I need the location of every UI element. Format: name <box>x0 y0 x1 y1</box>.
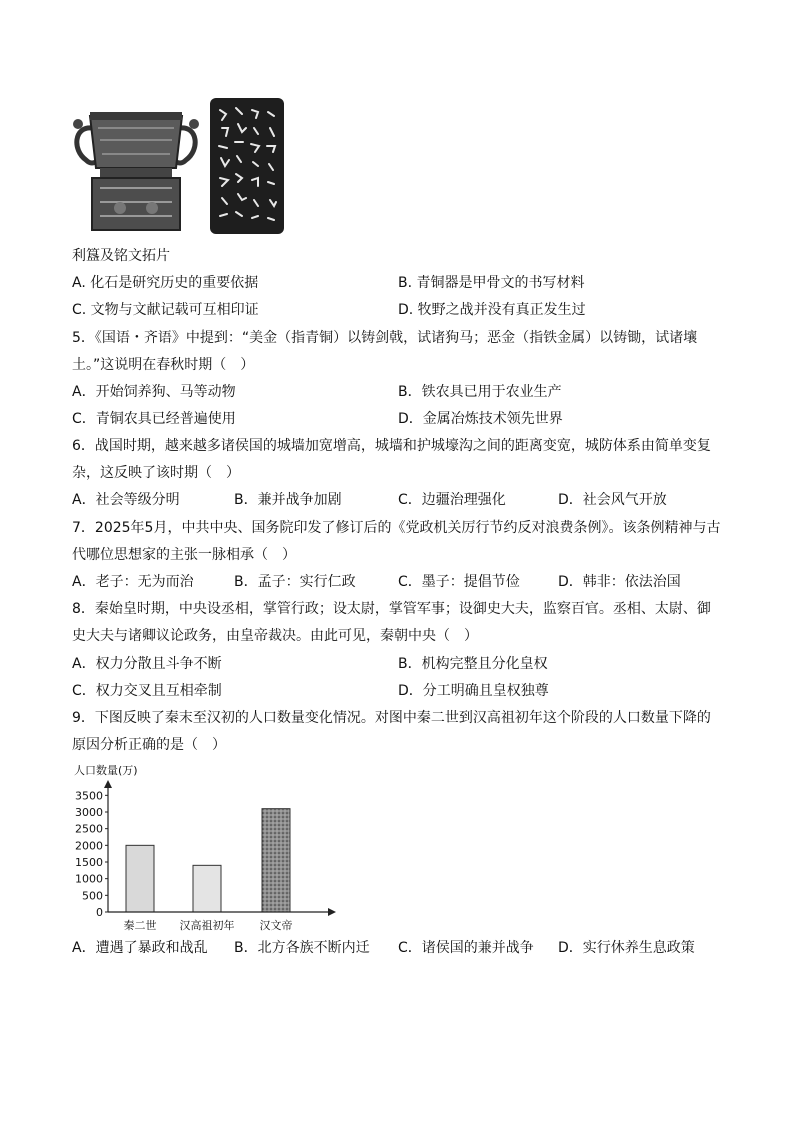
q5-option-a: A．开始饲养狗、马等动物 <box>72 384 236 400</box>
q4-option-a: A. 化石是研究历史的重要依据 <box>72 275 259 291</box>
chart-y-axis-arrow <box>104 780 112 788</box>
li-gui-vessel-image <box>70 98 202 234</box>
q6-option-d: D．社会风气开放 <box>558 492 667 508</box>
q9-stem-line2: 原因分析正确的是（ ） <box>72 737 226 753</box>
q5-option-d: D．金属冶炼技术领先世界 <box>398 411 563 427</box>
y-tick-label: 3000 <box>75 806 103 819</box>
q4-option-c: C. 文物与文献记载可互相印证 <box>72 302 259 318</box>
q5-stem-line1: 5．《国语・齐语》中提到：“美金（指青铜）以铸剑戟，试诸狗马；恶金（指铁金属）以铸锄，试诸壤 <box>72 330 698 346</box>
population-bar-chart <box>66 760 336 934</box>
population-chart-svg <box>66 760 336 934</box>
chart-y-axis-label: 人口数量(万) <box>74 764 138 777</box>
q8-option-a: A．权力分散且斗争不断 <box>72 656 222 672</box>
y-tick-label: 1000 <box>75 872 103 886</box>
q5-option-b: B．铁农具已用于农业生产 <box>398 384 562 400</box>
figure-caption: 利簋及铭文拓片 <box>72 248 170 264</box>
q8-stem-line1: 8．秦始皇时期，中央设丞相，掌管行政；设太尉，掌管军事；设御史大夫，监察百官。丞相、太尉、御 <box>72 601 711 617</box>
q6-option-b: B．兼并战争加剧 <box>234 492 342 508</box>
q8-option-b: B．机构完整且分化皇权 <box>398 656 548 672</box>
q4-option-d: D. 牧野之战并没有真正发生过 <box>398 302 586 318</box>
q7-option-b: B．孟子：实行仁政 <box>234 574 356 590</box>
q6-stem-line2: 杂，这反映了该时期（ ） <box>72 465 240 481</box>
bar-1 <box>126 845 154 912</box>
q9-option-b: B．北方各族不断内迁 <box>234 940 370 956</box>
y-tick-label: 500 <box>82 889 103 903</box>
q4-option-b: B. 青铜器是甲骨文的书写材料 <box>398 275 585 291</box>
y-tick-label: 3500 <box>75 789 103 803</box>
q5-option-c: C．青铜农具已经普遍使用 <box>72 411 236 427</box>
y-tick-label: 2500 <box>75 822 103 836</box>
q6-option-c: C．边疆治理强化 <box>398 492 506 508</box>
y-tick-label: 0 <box>96 906 103 919</box>
q7-option-a: A．老子：无为而治 <box>72 574 194 590</box>
bar-3 <box>262 809 290 912</box>
x-category-label: 汉高祖初年 <box>179 919 235 932</box>
q6-option-a: A．社会等级分明 <box>72 492 180 508</box>
q6-stem-line1: 6．战国时期，越来越多诸侯国的城墙加宽增高，城墙和护城壕沟之间的距离变宽，城防体系由简单变复 <box>72 438 711 454</box>
q9-option-c: C．诸侯国的兼并战争 <box>398 940 534 956</box>
q7-stem-line1: 7．2025年5月，中共中央、国务院印发了修订后的《党政机关厉行节约反对浪费条例》。该条例精神与古 <box>72 520 721 536</box>
q7-stem-line2: 代哪位思想家的主张一脉相承（ ） <box>72 547 296 563</box>
y-tick-label: 2000 <box>75 839 103 853</box>
q9-option-d: D．实行休养生息政策 <box>558 940 695 956</box>
q7-option-d: D．韩非：依法治国 <box>558 574 681 590</box>
q8-option-c: C．权力交叉且互相牵制 <box>72 683 222 699</box>
x-category-label: 汉文帝 <box>259 919 293 932</box>
q8-stem-line2: 史大夫与诸卿议论政务，由皇帝裁决。由此可见，秦朝中央（ ） <box>72 628 478 644</box>
q9-option-a: A．遭遇了暴政和战乱 <box>72 940 208 956</box>
q9-stem-line1: 9．下图反映了秦末至汉初的人口数量变化情况。对图中秦二世到汉高祖初年这个阶段的人口数量下降的 <box>72 710 711 726</box>
q7-option-c: C．墨子：提倡节俭 <box>398 574 520 590</box>
chart-x-axis-arrow <box>328 908 336 916</box>
x-category-label: 秦二世 <box>123 919 157 932</box>
q8-option-d: D．分工明确且皇权独尊 <box>398 683 549 699</box>
bar-2 <box>193 865 221 912</box>
inscription-rubbing-image <box>210 98 284 234</box>
q5-stem-line2: 土。”这说明在春秋时期（ ） <box>72 357 255 373</box>
y-tick-label: 1500 <box>75 856 103 869</box>
